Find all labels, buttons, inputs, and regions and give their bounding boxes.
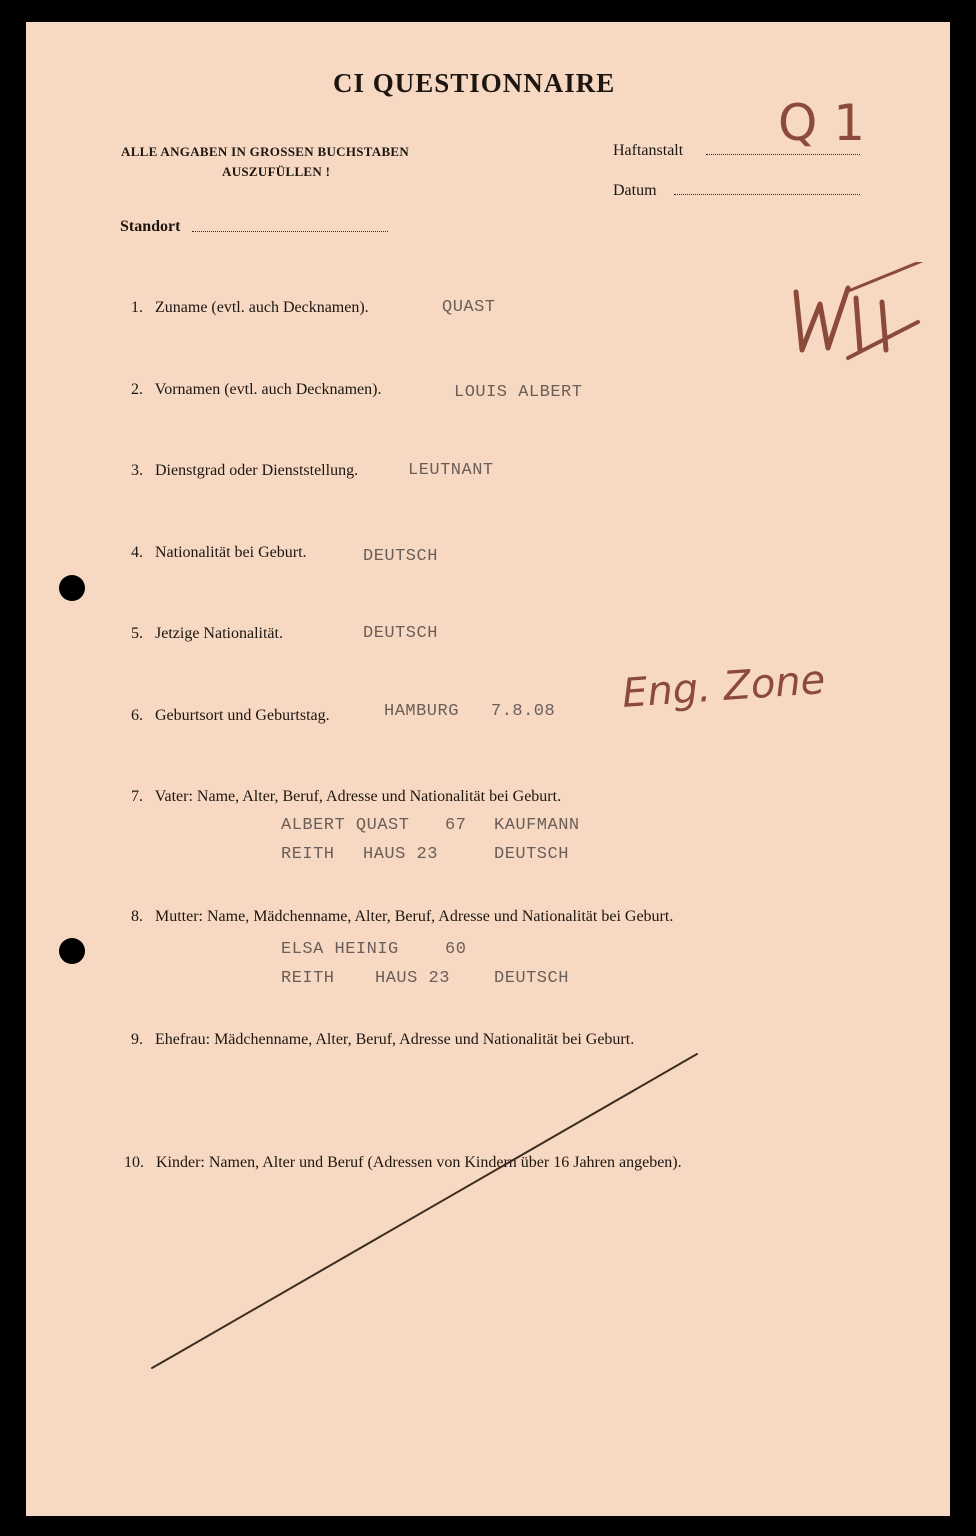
answer-7-name: ALBERT QUAST [281, 816, 410, 835]
handwritten-note-eng-zone: Eng. Zone [620, 656, 827, 718]
answer-7-profession: KAUFMANN [494, 816, 580, 835]
question-8-number: 8. [131, 908, 143, 925]
question-6-number: 6. [131, 707, 143, 724]
haftanstalt-label: Haftanstalt [613, 142, 684, 159]
answer-4: DEUTSCH [363, 547, 438, 566]
answer-8-age: 60 [445, 940, 467, 959]
instruction-line-2: AUSZUFÜLLEN ! [222, 164, 331, 179]
question-9-number: 9. [131, 1031, 143, 1048]
answer-8-town: REITH [281, 969, 335, 988]
answer-6-place: HAMBURG [384, 702, 459, 721]
question-2-label: Vornamen (evtl. auch Decknamen). [154, 381, 382, 398]
question-3-label: Dienstgrad oder Dienststellung. [155, 462, 359, 479]
question-7-number: 7. [131, 788, 143, 805]
question-4-label: Nationalität bei Geburt. [155, 544, 307, 561]
instruction-line-1: ALLE ANGABEN IN GROSSEN BUCHSTABEN [121, 144, 410, 159]
datum-label: Datum [613, 182, 657, 199]
answer-7-town: REITH [281, 845, 335, 864]
question-4-number: 4. [131, 544, 143, 561]
answer-7-nationality: DEUTSCH [494, 845, 569, 864]
question-6-label: Geburtsort und Geburtstag. [155, 707, 330, 724]
answer-7-house: HAUS 23 [363, 845, 438, 864]
question-2-number: 2. [131, 381, 143, 398]
question-3-number: 3. [131, 462, 143, 479]
question-5-label: Jetzige Nationalität. [155, 625, 283, 642]
answer-6-date: 7.8.08 [491, 702, 556, 721]
answer-1: QUAST [442, 298, 496, 317]
answer-7-age: 67 [445, 816, 467, 835]
question-5-number: 5. [131, 625, 143, 642]
question-10-number: 10. [124, 1154, 144, 1171]
answer-8-nationality: DEUTSCH [494, 969, 569, 988]
standort-label: Standort [120, 218, 181, 235]
question-1-number: 1. [131, 299, 143, 316]
question-1-label: Zuname (evtl. auch Decknamen). [155, 299, 369, 316]
question-8-label: Mutter: Name, Mädchenname, Alter, Beruf, Adresse und Nationalität bei Geburt. [155, 908, 674, 925]
answer-8-name: ELSA HEINIG [281, 940, 399, 959]
question-7-label: Vater: Name, Alter, Beruf, Adresse und Nationalität bei Geburt. [154, 788, 562, 805]
answer-8-house: HAUS 23 [375, 969, 450, 988]
answer-5: DEUTSCH [363, 624, 438, 643]
haftanstalt-handwritten: Q 1 [778, 94, 866, 152]
answer-2: LOUIS ALBERT [454, 383, 583, 402]
answer-3: LEUTNANT [408, 461, 494, 480]
question-10-label: Kinder: Namen, Alter und Beruf (Adressen von Kindern über 16 Jahren angeben). [156, 1154, 682, 1171]
question-9-label: Ehefrau: Mädchenname, Alter, Beruf, Adresse und Nationalität bei Geburt. [155, 1031, 635, 1048]
page-title: CI QUESTIONNAIRE [333, 68, 616, 98]
